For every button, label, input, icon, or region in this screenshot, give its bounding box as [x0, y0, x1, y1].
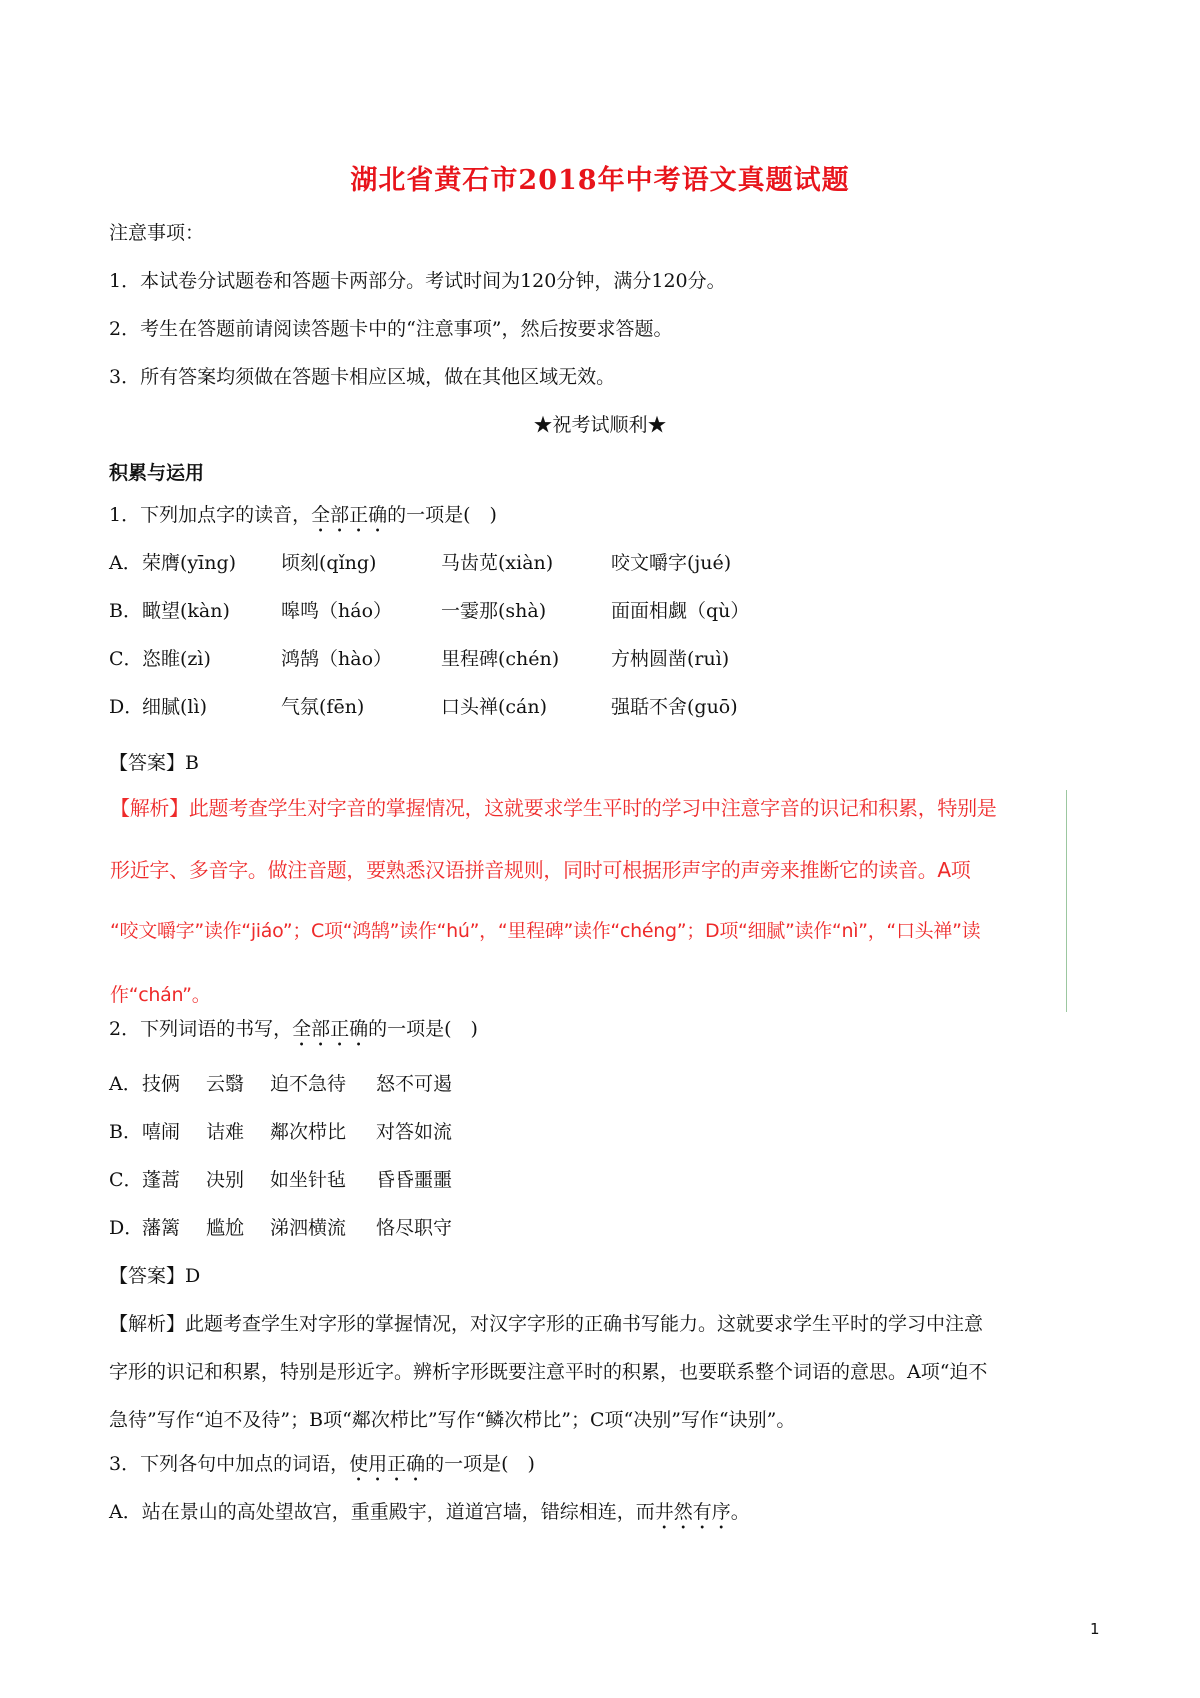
q1-option-d-label: D．	[109, 696, 144, 718]
question-3-dotted-words: 使用正确	[349, 1453, 426, 1475]
question-2-answer: 【答案】D	[109, 1265, 201, 1287]
q1-option-b-item: 嗥鸣（háo）	[281, 600, 393, 622]
question-3-option-a-post: 。	[730, 1501, 750, 1523]
q2-option-a-item: 迫不急待	[270, 1073, 347, 1095]
analysis-line: 作“chán”。	[110, 984, 211, 1006]
q2-option-c-item: 决别	[206, 1169, 245, 1191]
q2-option-c-item: 昏昏噩噩	[376, 1169, 453, 1191]
q1-option-a-label: A．	[109, 552, 142, 574]
q1-option-a-item: 马齿苋(xiàn)	[441, 552, 554, 574]
question-3-stem-pre: 3．下列各句中加点的词语，	[109, 1453, 350, 1475]
q2-option-a-item: 云翳	[206, 1073, 245, 1095]
question-1-stem-post: 的一项是( )	[387, 504, 497, 526]
q2-option-d-label: D．	[109, 1217, 144, 1239]
question-3-option-a	[109, 1499, 750, 1534]
notice-item-3: 3．所有答案均须做在答题卡相应区城，做在其他区域无效。	[109, 366, 616, 388]
section-heading: 积累与运用	[109, 462, 205, 484]
q2-option-b-item: 嘻闹	[142, 1121, 181, 1143]
question-3-option-a-pre: A．站在景山的高处望故宫，重重殿宇，道道宫墙，错综相连，而	[109, 1501, 655, 1523]
question-2-analysis-line: 急待”写作“迫不及待”；B项“鄰次栉比”写作“鳞次栉比”；C项“决别”写作“诀别”。	[109, 1409, 796, 1431]
q1-option-a-item: 荣膺(yīng)	[142, 552, 237, 574]
analysis-line: 形近字、多音字。做注音题，要熟悉汉语拼音规则，同时可根据形声字的声旁来推断它的读音。A项	[110, 858, 971, 882]
question-2-stem	[109, 1016, 478, 1051]
q1-option-c-label: C．	[109, 648, 143, 670]
q1-option-c-item: 恣睢(zì)	[142, 648, 211, 670]
notice-item-1: 1．本试卷分试题卷和答题卡两部分。考试时间为120分钟，满分120分。	[109, 270, 726, 292]
question-3-option-a-dotted: 井然有序	[654, 1501, 731, 1523]
question-1-stem-pre: 1．下列加点字的读音，	[109, 504, 312, 526]
q2-option-b-item: 对答如流	[376, 1121, 453, 1143]
question-2-stem-post: 的一项是( )	[368, 1018, 478, 1040]
q1-option-c-item: 里程碑(chén)	[441, 648, 560, 670]
q1-option-d-item: 气氛(fēn)	[281, 696, 365, 718]
blessing: ★祝考试顺利★	[533, 414, 667, 436]
q1-option-c-item: 鸿鹄（hào）	[281, 648, 393, 670]
q1-option-d-item: 口头禅(cán)	[441, 696, 548, 718]
question-2-dotted-words: 全部正确	[292, 1018, 369, 1040]
q2-option-b-label: B．	[109, 1121, 142, 1143]
q2-option-b-item: 鄰次栉比	[270, 1121, 347, 1143]
q2-option-a-item: 怒不可遏	[376, 1073, 453, 1095]
question-1-answer: 【答案】B	[109, 752, 199, 774]
q1-option-b-label: B．	[109, 600, 142, 622]
question-2-analysis-line: 【解析】此题考查学生对字形的掌握情况，对汉字字形的正确书写能力。这就要求学生平时的学习中注意	[109, 1313, 984, 1335]
page-number: 1	[1090, 1620, 1100, 1638]
q1-option-d-item: 细腻(lì)	[142, 696, 207, 718]
q2-option-c-item: 蓬蒿	[142, 1169, 181, 1191]
q2-option-b-item: 诘难	[206, 1121, 245, 1143]
q2-option-c-label: C．	[109, 1169, 143, 1191]
document-title: 湖北省黄石市2018年中考语文真题试题	[350, 165, 850, 196]
question-2-stem-pre: 2．下列词语的书写，	[109, 1018, 293, 1040]
q1-option-c-item: 方枘圆凿(ruì)	[611, 648, 730, 670]
notice-item-2: 2．考生在答题前请阅读答题卡中的“注意事项”，然后按要求答题。	[109, 318, 673, 340]
q1-option-d-item: 强聒不舍(guō)	[611, 696, 738, 718]
q2-option-a-item: 技俩	[142, 1073, 181, 1095]
question-3-stem-post: 的一项是( )	[425, 1453, 535, 1475]
q2-option-d-item: 涕泗横流	[270, 1217, 347, 1239]
q1-option-b-item: 一霎那(shà)	[441, 600, 547, 622]
q1-option-b-item: 面面相觑（qù）	[611, 600, 750, 622]
q2-option-c-item: 如坐针毡	[270, 1169, 347, 1191]
q1-option-a-item: 咬文嚼字(jué)	[611, 552, 732, 574]
q2-option-a-label: A．	[109, 1073, 142, 1095]
notice-heading: 注意事项：	[109, 222, 205, 244]
analysis-line: 【解析】此题考查学生对字音的掌握情况，这就要求学生平时的学习中注意字音的识记和积累，特别是	[110, 796, 997, 820]
question-3-stem	[109, 1451, 535, 1486]
question-1-stem	[109, 502, 497, 537]
question-1-analysis	[106, 790, 1067, 1012]
q2-option-d-item: 尴尬	[206, 1217, 245, 1239]
question-2-analysis-line: 字形的识记和积累，特别是形近字。辨析字形既要注意平时的积累，也要联系整个词语的意思。A项“迫不	[109, 1361, 988, 1383]
q1-option-b-item: 瞰望(kàn)	[142, 600, 230, 622]
q2-option-d-item: 恪尽职守	[376, 1217, 453, 1239]
question-1-dotted-words: 全部正确	[311, 504, 388, 526]
q1-option-a-item: 顷刻(qǐng)	[281, 552, 377, 574]
analysis-line: “咬文嚼字”读作“jiáo”；C项“鸿鹄”读作“hú”，“里程碑”读作“chéng”；D项“细腻”读作“nì”，“口头禅”读	[110, 920, 981, 942]
q2-option-d-item: 藩篱	[142, 1217, 181, 1239]
